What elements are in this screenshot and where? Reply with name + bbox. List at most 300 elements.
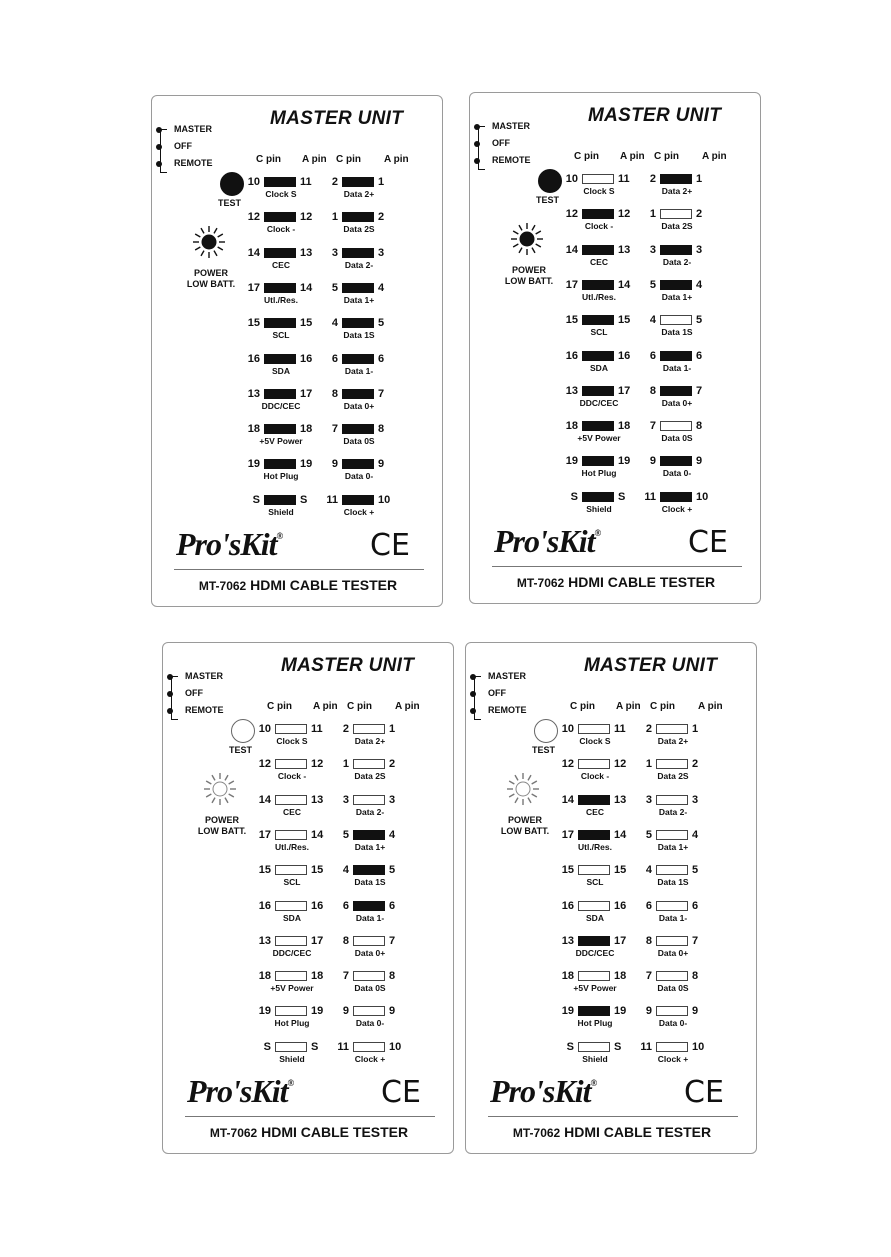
pin-row-right xyxy=(638,173,748,201)
c-pin-number: 8 xyxy=(331,387,338,400)
c-pin-number: 4 xyxy=(645,864,652,877)
c-pin-number: 15 xyxy=(565,314,578,327)
a-pin-number: 9 xyxy=(696,455,703,468)
continuity-led xyxy=(656,830,688,840)
pin-row-right xyxy=(320,247,430,275)
a-pin-number: 3 xyxy=(389,793,396,806)
c-pin-number: 19 xyxy=(258,1005,271,1018)
a-pin-number: 7 xyxy=(692,934,699,947)
signal-name: Data 1S xyxy=(661,327,693,338)
a-pin-number: 10 xyxy=(692,1040,705,1053)
registered-mark: ® xyxy=(287,1078,294,1088)
signal-name: Clock + xyxy=(343,506,375,517)
power-label xyxy=(494,265,564,287)
switch-position-remote-dot[interactable] xyxy=(167,708,173,714)
power-led xyxy=(506,772,540,806)
switch-label-off: OFF xyxy=(492,138,510,148)
switch-label-remote: REMOTE xyxy=(185,705,224,715)
pin-row-right xyxy=(320,494,430,522)
c-pin-number: 12 xyxy=(561,758,574,771)
signal-name: Data 1- xyxy=(662,362,692,373)
power-label-line: POWER xyxy=(204,815,239,825)
registered-mark: ® xyxy=(594,528,601,538)
pin-row-right xyxy=(331,794,441,822)
signal-name: Data 0+ xyxy=(343,400,375,411)
a-pin-number: S xyxy=(618,490,626,503)
c-pin-number: 9 xyxy=(342,1005,349,1018)
mode-switch-rail xyxy=(171,676,178,720)
signal-name: Data 2+ xyxy=(661,186,693,196)
signal-name: Data 0+ xyxy=(657,947,689,958)
panel-all-lit xyxy=(151,95,443,607)
power-label-line: LOW BATT. xyxy=(186,279,236,289)
switch-position-remote-dot[interactable] xyxy=(156,161,162,167)
continuity-led xyxy=(582,456,614,466)
a-pin-number: 13 xyxy=(300,246,313,259)
c-pin-number: S xyxy=(263,1040,271,1053)
a-pin-number: 8 xyxy=(378,423,385,436)
a-pin-number: 11 xyxy=(618,173,630,185)
switch-position-off-dot[interactable] xyxy=(474,141,480,147)
column-header: C pin xyxy=(347,701,372,712)
switch-position-master-dot[interactable] xyxy=(167,674,173,680)
signal-name: Data 1S xyxy=(343,330,375,341)
signal-name: DDC/CEC xyxy=(272,947,312,958)
signal-name: Data 2- xyxy=(355,806,385,817)
continuity-led xyxy=(353,724,385,734)
pin-row-right xyxy=(638,314,748,342)
a-pin-number: 3 xyxy=(692,793,699,806)
c-pin-number: 5 xyxy=(331,281,338,294)
signal-name: Data 2- xyxy=(658,806,688,817)
signal-name: Data 2S xyxy=(661,221,693,232)
pin-row-right xyxy=(634,970,744,998)
continuity-led xyxy=(656,971,688,981)
a-pin-number: 18 xyxy=(311,970,324,983)
signal-name: Utl./Res. xyxy=(577,841,612,852)
switch-label-off: OFF xyxy=(488,688,506,698)
continuity-led xyxy=(582,209,614,219)
ce-mark-icon: CE xyxy=(381,1075,421,1110)
registered-mark: ® xyxy=(276,531,283,541)
switch-label-remote: REMOTE xyxy=(488,705,527,715)
pin-row-right xyxy=(320,282,430,310)
continuity-led xyxy=(578,971,610,981)
signal-name: Data 1S xyxy=(657,877,689,888)
c-pin-number: 6 xyxy=(645,899,652,912)
switch-position-off-dot[interactable] xyxy=(167,691,173,697)
a-pin-number: 2 xyxy=(378,211,385,224)
brand-text: Pro'sKit xyxy=(494,523,595,559)
a-pin-number: 19 xyxy=(614,1005,627,1018)
a-pin-number: 1 xyxy=(389,723,396,735)
signal-name: Data 0+ xyxy=(661,397,693,408)
signal-name: SCL xyxy=(272,330,290,341)
continuity-led xyxy=(264,212,296,222)
column-header: C pin xyxy=(267,701,292,712)
model-caption xyxy=(466,1124,758,1140)
pin-row-right xyxy=(638,350,748,378)
pin-row-right xyxy=(320,176,430,204)
a-pin-number: 9 xyxy=(389,1005,396,1018)
continuity-led xyxy=(275,936,307,946)
a-pin-number: 7 xyxy=(378,387,385,400)
c-pin-number: 8 xyxy=(649,384,656,397)
a-pin-number: 5 xyxy=(389,864,396,877)
c-pin-number: S xyxy=(566,1040,574,1053)
c-pin-number: 17 xyxy=(258,828,271,841)
test-button[interactable] xyxy=(231,719,255,743)
signal-name: SDA xyxy=(283,912,301,923)
signal-name: SCL xyxy=(590,327,608,338)
continuity-led xyxy=(353,1006,385,1016)
continuity-led xyxy=(353,971,385,981)
pin-row-right xyxy=(320,353,430,381)
continuity-led xyxy=(578,901,610,911)
c-pin-number: 9 xyxy=(649,455,656,468)
signal-name: Clock + xyxy=(661,503,693,514)
signal-name: CEC xyxy=(586,806,604,817)
signal-name: Clock + xyxy=(657,1053,689,1064)
signal-name: Data 1+ xyxy=(661,291,693,302)
ce-mark-icon: CE xyxy=(688,525,728,560)
model-name: HDMI CABLE TESTER xyxy=(564,1124,712,1140)
continuity-led xyxy=(275,795,307,805)
continuity-led xyxy=(275,724,307,734)
signal-name: Data 2+ xyxy=(657,736,689,746)
switch-position-master-dot[interactable] xyxy=(470,674,476,680)
pin-row-right xyxy=(634,723,744,751)
continuity-led xyxy=(342,212,374,222)
continuity-led xyxy=(264,389,296,399)
c-pin-number: 16 xyxy=(561,899,574,912)
a-pin-number: S xyxy=(300,493,308,506)
c-pin-number: 1 xyxy=(342,758,349,771)
continuity-led xyxy=(353,759,385,769)
pin-row-right xyxy=(331,829,441,857)
signal-name: Data 1+ xyxy=(354,841,386,852)
c-pin-number: 18 xyxy=(561,970,574,983)
c-pin-number: 7 xyxy=(342,970,349,983)
signal-name: Hot Plug xyxy=(577,1018,613,1029)
column-header: A pin xyxy=(698,701,723,712)
signal-name: CEC xyxy=(283,806,301,817)
a-pin-number: 6 xyxy=(696,349,703,362)
a-pin-number: 16 xyxy=(618,349,631,362)
c-pin-number: 10 xyxy=(258,723,271,735)
switch-position-off-dot[interactable] xyxy=(470,691,476,697)
c-pin-number: 5 xyxy=(645,828,652,841)
signal-name: Shield xyxy=(582,1053,608,1064)
c-pin-number: 6 xyxy=(649,349,656,362)
continuity-led xyxy=(582,174,614,184)
ce-mark-icon: CE xyxy=(684,1075,724,1110)
switch-position-master-dot[interactable] xyxy=(156,127,162,133)
signal-name: SCL xyxy=(586,877,604,888)
proskit-logo xyxy=(187,1073,293,1110)
continuity-led xyxy=(275,759,307,769)
c-pin-number: S xyxy=(570,490,578,503)
pin-row-right xyxy=(634,900,744,928)
a-pin-number: 8 xyxy=(696,420,703,433)
a-pin-number: 6 xyxy=(389,899,396,912)
continuity-led xyxy=(656,1006,688,1016)
c-pin-number: 2 xyxy=(645,723,652,735)
signal-name: Data 0S xyxy=(354,983,386,994)
c-pin-number: 9 xyxy=(331,458,338,471)
c-pin-number: 5 xyxy=(649,278,656,291)
divider xyxy=(174,569,424,570)
a-pin-number: 10 xyxy=(696,490,709,503)
switch-position-remote-dot[interactable] xyxy=(474,158,480,164)
continuity-led xyxy=(582,280,614,290)
c-pin-number: 12 xyxy=(565,208,578,221)
model-name: HDMI CABLE TESTER xyxy=(261,1124,409,1140)
signal-name: Data 0S xyxy=(661,433,693,444)
divider xyxy=(492,566,742,567)
c-pin-number: 10 xyxy=(247,176,260,188)
column-header: C pin xyxy=(256,154,281,165)
c-pin-number: 18 xyxy=(565,420,578,433)
power-led xyxy=(192,225,226,259)
c-pin-number: 17 xyxy=(565,278,578,291)
a-pin-number: 6 xyxy=(378,352,385,365)
column-header: A pin xyxy=(313,701,338,712)
model-caption xyxy=(152,577,444,593)
c-pin-number: 11 xyxy=(644,490,656,503)
signal-name: Data 1+ xyxy=(657,841,689,852)
continuity-led xyxy=(578,1006,610,1016)
switch-position-off-dot[interactable] xyxy=(156,144,162,150)
continuity-led xyxy=(656,759,688,769)
c-pin-number: 8 xyxy=(645,934,652,947)
signal-name: Utl./Res. xyxy=(263,294,298,305)
continuity-led xyxy=(660,174,692,184)
continuity-led xyxy=(275,901,307,911)
signal-name: DDC/CEC xyxy=(579,397,619,408)
power-label xyxy=(176,268,246,290)
signal-name: DDC/CEC xyxy=(261,400,301,411)
model-number: MT-7062 xyxy=(209,1126,258,1140)
signal-name: Data 2S xyxy=(343,224,375,235)
a-pin-number: 1 xyxy=(696,173,703,185)
power-led-icon xyxy=(506,772,540,806)
a-pin-number: 12 xyxy=(614,758,627,771)
power-label xyxy=(490,815,560,837)
test-button[interactable] xyxy=(220,172,244,196)
c-pin-number: 14 xyxy=(565,243,578,256)
continuity-led xyxy=(353,901,385,911)
signal-name: Data 1- xyxy=(658,912,688,923)
pin-row-right xyxy=(331,1005,441,1033)
a-pin-number: 2 xyxy=(696,208,703,221)
a-pin-number: 4 xyxy=(696,278,703,291)
signal-name: Clock S xyxy=(579,736,611,746)
pin-row-right xyxy=(320,211,430,239)
continuity-led xyxy=(578,795,610,805)
c-pin-number: S xyxy=(252,493,260,506)
a-pin-number: 14 xyxy=(614,828,627,841)
test-label: TEST xyxy=(218,198,242,208)
power-label-line: LOW BATT. xyxy=(504,276,554,286)
column-header: A pin xyxy=(616,701,641,712)
pin-row-right xyxy=(634,935,744,963)
a-pin-number: 4 xyxy=(692,828,699,841)
test-label: TEST xyxy=(229,745,253,755)
continuity-led xyxy=(275,971,307,981)
c-pin-number: 7 xyxy=(649,420,656,433)
a-pin-number: 5 xyxy=(378,317,385,330)
a-pin-number: 11 xyxy=(311,723,323,735)
test-label: TEST xyxy=(536,195,560,205)
signal-name: Clock - xyxy=(584,221,614,232)
signal-name: +5V Power xyxy=(270,983,314,994)
c-pin-number: 12 xyxy=(258,758,271,771)
switch-position-remote-dot[interactable] xyxy=(470,708,476,714)
c-pin-number: 11 xyxy=(337,1040,349,1053)
pin-row-right xyxy=(331,864,441,892)
continuity-led xyxy=(656,901,688,911)
a-pin-number: 17 xyxy=(618,384,631,397)
a-pin-number: 19 xyxy=(300,458,313,471)
a-pin-number: 1 xyxy=(692,723,699,735)
a-pin-number: 17 xyxy=(311,934,324,947)
continuity-led xyxy=(656,724,688,734)
test-button[interactable] xyxy=(534,719,558,743)
a-pin-number: 12 xyxy=(618,208,631,221)
signal-name: Data 2+ xyxy=(354,736,386,746)
continuity-led xyxy=(342,459,374,469)
signal-name: Data 2S xyxy=(657,771,689,782)
signal-name: SDA xyxy=(272,365,290,376)
continuity-led xyxy=(578,759,610,769)
model-name: HDMI CABLE TESTER xyxy=(250,577,398,593)
a-pin-number: 2 xyxy=(389,758,396,771)
switch-label-remote: REMOTE xyxy=(492,155,531,165)
c-pin-number: 7 xyxy=(331,423,338,436)
continuity-led xyxy=(353,830,385,840)
signal-name: Data 1S xyxy=(354,877,386,888)
continuity-led xyxy=(656,1042,688,1052)
signal-name: Shield xyxy=(586,503,612,514)
pin-row-right xyxy=(634,758,744,786)
a-pin-number: 15 xyxy=(311,864,324,877)
pin-row-right xyxy=(331,758,441,786)
c-pin-number: 4 xyxy=(331,317,338,330)
panel-some-unlit xyxy=(469,92,761,604)
a-pin-number: 4 xyxy=(389,828,396,841)
signal-name: Clock S xyxy=(583,186,615,196)
pin-row-right xyxy=(634,864,744,892)
signal-name: Data 0- xyxy=(662,468,692,479)
power-label-line: POWER xyxy=(193,268,228,278)
continuity-led xyxy=(353,936,385,946)
signal-name: Data 1- xyxy=(355,912,385,923)
power-led xyxy=(203,772,237,806)
continuity-led xyxy=(578,724,610,734)
power-label-line: LOW BATT. xyxy=(197,826,247,836)
column-header: C pin xyxy=(336,154,361,165)
c-pin-number: 2 xyxy=(342,723,349,735)
signal-name: Clock + xyxy=(354,1053,386,1064)
continuity-led xyxy=(582,245,614,255)
switch-label-off: OFF xyxy=(185,688,203,698)
divider xyxy=(488,1116,738,1117)
switch-position-master-dot[interactable] xyxy=(474,124,480,130)
a-pin-number: 18 xyxy=(300,423,313,436)
continuity-led xyxy=(582,421,614,431)
signal-name: Data 0+ xyxy=(354,947,386,958)
column-header: C pin xyxy=(654,151,679,162)
a-pin-number: 7 xyxy=(696,384,703,397)
a-pin-number: 2 xyxy=(692,758,699,771)
c-pin-number: 13 xyxy=(565,384,578,397)
test-button[interactable] xyxy=(538,169,562,193)
c-pin-number: 13 xyxy=(561,934,574,947)
a-pin-number: 7 xyxy=(389,934,396,947)
continuity-led xyxy=(660,456,692,466)
a-pin-number: 18 xyxy=(618,420,631,433)
signal-name: Utl./Res. xyxy=(274,841,309,852)
a-pin-number: 16 xyxy=(300,352,313,365)
c-pin-number: 13 xyxy=(247,387,260,400)
brand-text: Pro'sKit xyxy=(490,1073,591,1109)
signal-name: Data 0S xyxy=(657,983,689,994)
continuity-led xyxy=(264,495,296,505)
pin-row-right xyxy=(638,455,748,483)
mode-switch-rail xyxy=(474,676,481,720)
continuity-led xyxy=(353,865,385,875)
signal-name: Data 0S xyxy=(343,436,375,447)
power-label-line: POWER xyxy=(511,265,546,275)
signal-name: CEC xyxy=(272,259,290,270)
a-pin-number: 19 xyxy=(618,455,631,468)
pin-row-right xyxy=(331,935,441,963)
switch-label-remote: REMOTE xyxy=(174,158,213,168)
c-pin-number: 6 xyxy=(331,352,338,365)
a-pin-number: 16 xyxy=(311,899,324,912)
signal-name: Clock - xyxy=(266,224,296,235)
c-pin-number: 18 xyxy=(247,423,260,436)
pin-row-right xyxy=(331,1041,441,1069)
signal-name: +5V Power xyxy=(573,983,617,994)
a-pin-number: 13 xyxy=(614,793,627,806)
power-led-icon xyxy=(192,225,226,259)
signal-name: Data 2- xyxy=(344,259,374,270)
continuity-led xyxy=(342,248,374,258)
test-label: TEST xyxy=(532,745,556,755)
model-number: MT-7062 xyxy=(512,1126,561,1140)
model-caption xyxy=(470,574,762,590)
a-pin-number: 15 xyxy=(300,317,313,330)
c-pin-number: 12 xyxy=(247,211,260,224)
a-pin-number: 10 xyxy=(378,493,391,506)
c-pin-number: 3 xyxy=(645,793,652,806)
continuity-led xyxy=(582,351,614,361)
signal-name: Clock S xyxy=(276,736,308,746)
c-pin-number: 16 xyxy=(258,899,271,912)
c-pin-number: 6 xyxy=(342,899,349,912)
c-pin-number: 14 xyxy=(258,793,271,806)
power-led-icon xyxy=(510,222,544,256)
column-header: C pin xyxy=(574,151,599,162)
continuity-led xyxy=(275,1042,307,1052)
a-pin-number: 8 xyxy=(692,970,699,983)
continuity-led xyxy=(660,209,692,219)
continuity-led xyxy=(656,795,688,805)
signal-name: Shield xyxy=(279,1053,305,1064)
power-led-icon xyxy=(203,772,237,806)
